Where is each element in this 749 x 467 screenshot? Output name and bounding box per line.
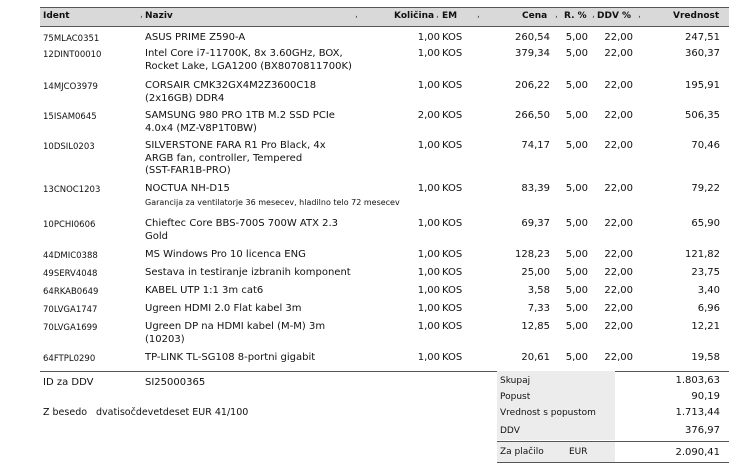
vat-label: DDV [500, 426, 520, 436]
header-em: EM [442, 11, 458, 21]
item-ident: 44DMIC0388 [43, 251, 98, 261]
item-value: 65,90 [691, 218, 720, 229]
table-header [40, 7, 729, 27]
item-ident: 12DINT00010 [43, 50, 102, 60]
item-quantity: 1,00 [417, 267, 440, 278]
header-separator: , [592, 10, 595, 20]
header-rabat: R. % [564, 11, 587, 21]
subtotal-value: 1.803,63 [675, 375, 720, 386]
footer-divider [40, 371, 729, 372]
discount-label: Popust [500, 392, 531, 402]
item-ident: 14MJCO3979 [43, 82, 98, 92]
item-ident: 15ISAM0645 [43, 112, 97, 122]
item-name-line: SILVERSTONE FARA R1 Pro Black, 4x [145, 140, 326, 151]
item-ident: 10DSIL0203 [43, 142, 95, 152]
item-ident: 75MLAC0351 [43, 34, 100, 44]
item-name-line: MS Windows Pro 10 licenca ENG [145, 249, 306, 260]
item-unit: KOS [442, 352, 463, 363]
item-discount: 5,00 [565, 321, 588, 332]
item-name-line: Ugreen HDMI 2.0 Flat kabel 3m [145, 303, 302, 314]
item-unit: KOS [442, 249, 463, 260]
item-ident: 10PCHI0606 [43, 220, 96, 230]
item-ident: 64RKAB0649 [43, 287, 99, 297]
item-price: 3,58 [527, 285, 550, 296]
item-discount: 5,00 [565, 183, 588, 194]
item-unit: KOS [442, 285, 463, 296]
item-price: 206,22 [515, 80, 550, 91]
header-separator: , [638, 10, 641, 20]
item-name-line: (10203) [145, 333, 185, 345]
item-quantity: 1,00 [417, 80, 440, 91]
currency-label: EUR [569, 447, 588, 457]
item-price: 83,39 [521, 183, 550, 194]
header-vrednost: Vrednost [673, 11, 720, 21]
id-ddv-value: SI25000365 [145, 377, 206, 388]
item-name-line: ASUS PRIME Z590-A [145, 32, 246, 43]
item-ident: 70LVGA1747 [43, 305, 98, 315]
item-price: 25,00 [521, 267, 550, 278]
item-ident: 64FTPL0290 [43, 354, 96, 364]
item-discount: 5,00 [565, 303, 588, 314]
item-unit: KOS [442, 321, 463, 332]
item-vat: 22,00 [604, 285, 633, 296]
item-price: 266,50 [515, 110, 550, 121]
item-value: 70,46 [691, 140, 720, 151]
item-quantity: 1,00 [417, 321, 440, 332]
discounted-value-label: Vrednost s popustom [500, 408, 596, 418]
item-value: 3,40 [697, 285, 720, 296]
item-vat: 22,00 [604, 321, 633, 332]
item-ident: 70LVGA1699 [43, 323, 98, 333]
item-price: 20,61 [521, 352, 550, 363]
item-vat: 22,00 [604, 140, 633, 151]
header-ddv: DDV % [597, 11, 632, 21]
header-separator: , [555, 10, 558, 20]
header-separator: , [436, 10, 439, 20]
item-price: 128,23 [515, 249, 550, 260]
item-value: 23,75 [691, 267, 720, 278]
discount-value: 90,19 [691, 391, 720, 402]
item-name-line: CORSAIR CMK32GX4M2Z3600C18 [145, 80, 317, 91]
header-separator: , [355, 10, 358, 20]
item-name-line: Chieftec Core BBS-700S 700W ATX 2.3 [145, 218, 339, 229]
amount-in-words-label: Z besedo [43, 407, 88, 418]
item-name-line: ARGB fan, controller, Tempered [145, 152, 303, 164]
item-vat: 22,00 [604, 303, 633, 314]
id-ddv-label: ID za DDV [43, 377, 94, 388]
item-note: Garancija za ventilatorje 36 mesecev, hladilno telo 72 mesecev [145, 197, 400, 207]
item-name-line: 4.0x4 (MZ-V8P1T0BW) [145, 122, 257, 134]
item-name-line: NOCTUA NH-D15 [145, 183, 230, 194]
item-vat: 22,00 [604, 80, 633, 91]
item-discount: 5,00 [565, 285, 588, 296]
item-price: 74,17 [521, 140, 550, 151]
item-quantity: 1,00 [417, 303, 440, 314]
item-value: 19,58 [691, 352, 720, 363]
item-value: 360,37 [685, 48, 720, 59]
item-name-line: Rocket Lake, LGA1200 (BX8070811700K) [145, 60, 352, 72]
item-unit: KOS [442, 218, 463, 229]
item-quantity: 1,00 [417, 218, 440, 229]
item-name-line: KABEL UTP 1:1 3m cat6 [145, 285, 264, 296]
item-unit: KOS [442, 110, 463, 121]
item-price: 379,34 [515, 48, 550, 59]
item-value: 12,21 [691, 321, 720, 332]
item-value: 195,91 [685, 80, 720, 91]
item-quantity: 1,00 [417, 249, 440, 260]
item-vat: 22,00 [604, 352, 633, 363]
header-ident: Ident [43, 11, 70, 21]
item-discount: 5,00 [565, 140, 588, 151]
header-naziv: Naziv [145, 11, 173, 21]
vat-value: 376,97 [685, 425, 720, 436]
item-unit: KOS [442, 303, 463, 314]
item-value: 79,22 [691, 183, 720, 194]
item-unit: KOS [442, 48, 463, 59]
grand-total-label: Za plačilo [500, 447, 544, 457]
item-name-line: Gold [145, 230, 168, 242]
item-unit: KOS [442, 32, 463, 43]
item-vat: 22,00 [604, 48, 633, 59]
item-discount: 5,00 [565, 267, 588, 278]
item-value: 121,82 [685, 249, 720, 260]
item-name-line: SAMSUNG 980 PRO 1TB M.2 SSD PCIe [145, 110, 335, 121]
item-unit: KOS [442, 140, 463, 151]
item-quantity: 1,00 [417, 183, 440, 194]
subtotal-label: Skupaj [500, 376, 531, 386]
grand-total-bottom-line [497, 462, 729, 463]
item-discount: 5,00 [565, 80, 588, 91]
item-quantity: 1,00 [417, 48, 440, 59]
item-name-line: TP-LINK TL-SG108 8-portni gigabit [145, 352, 316, 363]
item-name-line: Intel Core i7-11700K, 8x 3.60GHz, BOX, [145, 48, 343, 59]
item-vat: 22,00 [604, 218, 633, 229]
item-price: 7,33 [527, 303, 550, 314]
item-discount: 5,00 [565, 48, 588, 59]
item-discount: 5,00 [565, 110, 588, 121]
item-value: 247,51 [685, 32, 720, 43]
item-vat: 22,00 [604, 267, 633, 278]
item-quantity: 2,00 [417, 110, 440, 121]
item-unit: KOS [442, 80, 463, 91]
amount-in-words: dvatisočdevetdeset EUR 41/100 [96, 407, 249, 418]
item-discount: 5,00 [565, 32, 588, 43]
item-vat: 22,00 [604, 249, 633, 260]
item-discount: 5,00 [565, 352, 588, 363]
item-vat: 22,00 [604, 110, 633, 121]
item-value: 6,96 [697, 303, 720, 314]
header-cena: Cena [522, 11, 548, 21]
discounted-value: 1.713,44 [675, 407, 720, 418]
item-discount: 5,00 [565, 249, 588, 260]
grand-total-value: 2.090,41 [675, 447, 720, 458]
item-price: 260,54 [515, 32, 550, 43]
item-price: 69,37 [521, 218, 550, 229]
item-name-line: Ugreen DP na HDMI kabel (M-M) 3m [145, 321, 326, 332]
item-name-line: (2x16GB) DDR4 [145, 92, 225, 104]
item-ident: 49SERV4048 [43, 269, 98, 279]
header-separator: , [140, 10, 143, 20]
item-quantity: 1,00 [417, 32, 440, 43]
item-discount: 5,00 [565, 218, 588, 229]
item-quantity: 1,00 [417, 352, 440, 363]
item-vat: 22,00 [604, 32, 633, 43]
item-name-line: (SST-FAR1B-PRO) [145, 165, 231, 176]
item-unit: KOS [442, 183, 463, 194]
header-kolicina: Količina [394, 11, 435, 21]
grand-total-top-line [497, 441, 729, 442]
item-price: 12,85 [521, 321, 550, 332]
item-name-line: Sestava in testiranje izbranih komponent [145, 267, 351, 278]
item-vat: 22,00 [604, 183, 633, 194]
item-value: 506,35 [685, 110, 720, 121]
header-separator: , [477, 10, 480, 20]
item-ident: 13CNOC1203 [43, 185, 101, 195]
item-quantity: 1,00 [417, 140, 440, 151]
item-unit: KOS [442, 267, 463, 278]
item-quantity: 1,00 [417, 285, 440, 296]
